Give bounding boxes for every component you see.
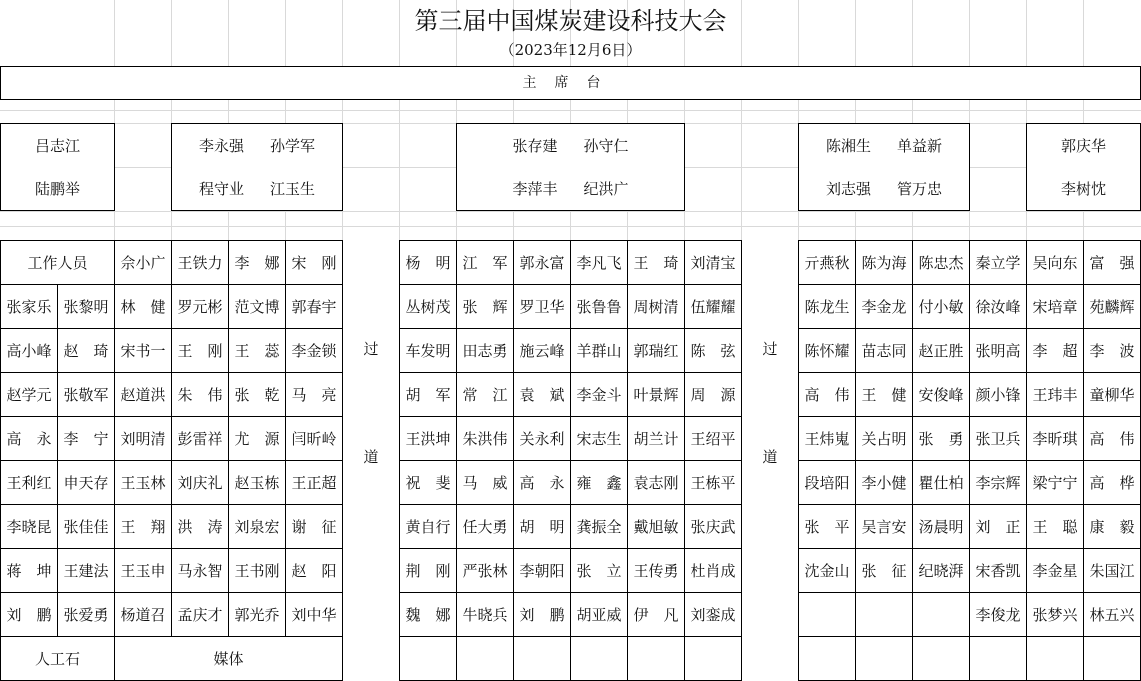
seat-cell: 伍耀耀 xyxy=(685,285,742,329)
seat-cell xyxy=(514,637,571,681)
seat-cell: 孟庆才 xyxy=(172,593,229,637)
seating-block-right xyxy=(798,240,1141,681)
seat-cell: 吴言安 xyxy=(856,505,913,549)
seat-cell: 洪 涛 xyxy=(172,505,229,549)
seat-cell: 周 源 xyxy=(685,373,742,417)
seat-cell: 田志勇 xyxy=(457,329,514,373)
seat-cell: 胡 明 xyxy=(514,505,571,549)
seat-cell: 高 永 xyxy=(514,461,571,505)
podium-name: 管万忠 xyxy=(897,180,943,198)
seat-cell: 尤 源 xyxy=(229,417,286,461)
seat-cell: 高 伟 xyxy=(799,373,856,417)
seat-cell: 佘小广 xyxy=(115,241,172,285)
seat-cell: 颜小锋 xyxy=(970,373,1027,417)
seat-cell: 王铁力 xyxy=(172,241,229,285)
seat-cell: 祝 斐 xyxy=(400,461,457,505)
seat-cell: 马 威 xyxy=(457,461,514,505)
seat-row xyxy=(799,285,1141,329)
aisle-label-bottom: 道 xyxy=(363,448,379,466)
seat-cell: 宋志生 xyxy=(571,417,628,461)
seat-cell xyxy=(970,637,1027,681)
seat-cell: 罗卫华 xyxy=(514,285,571,329)
seat-cell: 刘中华 xyxy=(286,593,343,637)
seat-cell: 马永智 xyxy=(172,549,229,593)
seat-cell: 高小峰 xyxy=(1,329,58,373)
stage-banner: 主席台 xyxy=(0,66,1141,100)
seat-cell: 王玉申 xyxy=(115,549,172,593)
seat-row xyxy=(1,241,343,285)
seat-cell: 付小敏 xyxy=(913,285,970,329)
seat-cell: 李金龙 xyxy=(856,285,913,329)
seat-row xyxy=(799,505,1141,549)
seat-cell: 赵 琦 xyxy=(58,329,115,373)
seat-cell: 刘泉宏 xyxy=(229,505,286,549)
seat-cell: 丛树茂 xyxy=(400,285,457,329)
seat-cell: 严张林 xyxy=(457,549,514,593)
podium-name: 吕志江 xyxy=(34,137,80,155)
seat-cell: 李 超 xyxy=(1027,329,1084,373)
seat-cell: 李金斗 xyxy=(571,373,628,417)
seat-cell: 张庆武 xyxy=(685,505,742,549)
podium-name: 李永强 xyxy=(198,137,244,155)
seat-cell: 胡 军 xyxy=(400,373,457,417)
seat-cell xyxy=(913,593,970,637)
seat-cell: 任大勇 xyxy=(457,505,514,549)
seat-cell: 王利红 xyxy=(1,461,58,505)
seat-cell: 高 伟 xyxy=(1084,417,1141,461)
podium-name: 李萍丰 xyxy=(512,180,558,198)
seat-cell: 李俊龙 xyxy=(970,593,1027,637)
seat-row xyxy=(400,505,742,549)
seat-cell: 张 乾 xyxy=(229,373,286,417)
podium-box-1 xyxy=(0,123,115,211)
seat-cell: 杨 明 xyxy=(400,241,457,285)
seat-cell xyxy=(913,637,970,681)
seat-cell: 林 健 xyxy=(115,285,172,329)
seating-block-middle xyxy=(399,240,742,681)
seat-cell: 王 刚 xyxy=(172,329,229,373)
seat-cell: 车发明 xyxy=(400,329,457,373)
seat-cell: 徐汝峰 xyxy=(970,285,1027,329)
seat-cell: 王 琦 xyxy=(628,241,685,285)
seat-cell: 陈龙生 xyxy=(799,285,856,329)
seat-cell: 龚振全 xyxy=(571,505,628,549)
page-title: 第三届中国煤炭建设科技大会 xyxy=(414,7,727,35)
seat-cell: 戴旭敏 xyxy=(628,505,685,549)
seat-cell: 关占明 xyxy=(856,417,913,461)
seat-cell: 刘 鹏 xyxy=(514,593,571,637)
seat-cell: 王正超 xyxy=(286,461,343,505)
seat-cell: 荆 刚 xyxy=(400,549,457,593)
seat-cell: 段培阳 xyxy=(799,461,856,505)
seat-cell: 申天存 xyxy=(58,461,115,505)
seat-cell: 张敬军 xyxy=(58,373,115,417)
podium-box-4 xyxy=(798,123,970,211)
seat-cell: 宋培章 xyxy=(1027,285,1084,329)
seat-cell xyxy=(799,593,856,637)
seat-cell: 童柳华 xyxy=(1084,373,1141,417)
seat-cell: 王 健 xyxy=(856,373,913,417)
seat-row xyxy=(799,373,1141,417)
podium-name: 刘志强 xyxy=(825,180,871,198)
seat-row xyxy=(799,417,1141,461)
seat-cell: 马 亮 xyxy=(286,373,343,417)
seat-cell: 张鲁鲁 xyxy=(571,285,628,329)
seat-cell: 张佳佳 xyxy=(58,505,115,549)
seat-row xyxy=(1,329,343,373)
seat-cell: 赵 阳 xyxy=(286,549,343,593)
seat-cell: 朱国江 xyxy=(1084,549,1141,593)
seat-cell: 宋香凯 xyxy=(970,549,1027,593)
seat-cell: 富 强 xyxy=(1084,241,1141,285)
podium-name: 江玉生 xyxy=(270,180,316,198)
seat-cell: 陈忠杰 xyxy=(913,241,970,285)
seat-row xyxy=(400,593,742,637)
seat-cell: 张家乐 xyxy=(1,285,58,329)
seat-cell: 黄自行 xyxy=(400,505,457,549)
seat-cell: 赵道洪 xyxy=(115,373,172,417)
seat-cell: 秦立学 xyxy=(970,241,1027,285)
seat-cell: 张 平 xyxy=(799,505,856,549)
seat-cell: 张黎明 xyxy=(58,285,115,329)
seat-cell: 羊群山 xyxy=(571,329,628,373)
seat-cell: 李凡飞 xyxy=(571,241,628,285)
seat-cell: 纪晓湃 xyxy=(913,549,970,593)
podium-name: 孙守仁 xyxy=(583,137,629,155)
podium-name: 李树忱 xyxy=(1060,180,1106,198)
seat-cell xyxy=(1084,637,1141,681)
podium-name: 孙学军 xyxy=(270,137,316,155)
seat-cell: 张明高 xyxy=(970,329,1027,373)
seat-cell xyxy=(628,637,685,681)
seat-cell: 亓燕秋 xyxy=(799,241,856,285)
seat-cell: 周树清 xyxy=(628,285,685,329)
seat-cell: 赵学元 xyxy=(1,373,58,417)
seat-cell: 范文博 xyxy=(229,285,286,329)
seat-cell: 袁 斌 xyxy=(514,373,571,417)
seat-cell: 李 波 xyxy=(1084,329,1141,373)
seat-cell: 胡亚威 xyxy=(571,593,628,637)
seat-cell: 朱洪伟 xyxy=(457,417,514,461)
seat-cell: 汤晨明 xyxy=(913,505,970,549)
seat-cell: 胡兰计 xyxy=(628,417,685,461)
seat-cell: 李 宁 xyxy=(58,417,115,461)
seat-cell: 苗志同 xyxy=(856,329,913,373)
seat-cell: 张爱勇 xyxy=(58,593,115,637)
seat-row xyxy=(400,549,742,593)
seat-row xyxy=(400,461,742,505)
seat-cell: 彭雷祥 xyxy=(172,417,229,461)
seat-cell xyxy=(571,637,628,681)
seat-cell: 陈怀耀 xyxy=(799,329,856,373)
seat-cell: 李朝阳 xyxy=(514,549,571,593)
seat-row xyxy=(1,637,343,681)
seat-cell: 张卫兵 xyxy=(970,417,1027,461)
seat-cell: 郭光乔 xyxy=(229,593,286,637)
seat-cell: 施云峰 xyxy=(514,329,571,373)
seating-block-left xyxy=(0,240,343,681)
seat-row xyxy=(400,329,742,373)
seat-row xyxy=(799,461,1141,505)
seat-cell: 张 辉 xyxy=(457,285,514,329)
seat-cell: 工作人员 xyxy=(1,241,115,285)
seat-row xyxy=(1,549,343,593)
seat-cell: 沈金山 xyxy=(799,549,856,593)
seat-cell: 牛晓兵 xyxy=(457,593,514,637)
seat-cell: 杨道召 xyxy=(115,593,172,637)
seat-cell: 赵正胜 xyxy=(913,329,970,373)
seat-cell: 安俊峰 xyxy=(913,373,970,417)
seat-cell: 媒体 xyxy=(115,637,343,681)
seat-row xyxy=(1,285,343,329)
seat-cell: 刘 正 xyxy=(970,505,1027,549)
seat-row xyxy=(400,373,742,417)
podium-name: 陆鹏举 xyxy=(34,180,80,198)
seat-cell: 罗元彬 xyxy=(172,285,229,329)
seat-cell: 宋书一 xyxy=(115,329,172,373)
seat-cell: 陈 弦 xyxy=(685,329,742,373)
seat-cell: 赵玉栋 xyxy=(229,461,286,505)
seat-cell: 李 娜 xyxy=(229,241,286,285)
seat-cell: 郭春宇 xyxy=(286,285,343,329)
seat-cell: 刘清宝 xyxy=(685,241,742,285)
seat-cell: 李晓昆 xyxy=(1,505,58,549)
seat-cell: 张 勇 xyxy=(913,417,970,461)
seat-cell: 康 毅 xyxy=(1084,505,1141,549)
seat-row xyxy=(799,241,1141,285)
seat-cell: 郭瑞红 xyxy=(628,329,685,373)
seat-cell: 郭永富 xyxy=(514,241,571,285)
seat-cell: 王书刚 xyxy=(229,549,286,593)
seat-cell: 瞿仕柏 xyxy=(913,461,970,505)
seat-row xyxy=(799,637,1141,681)
podium-name: 程守业 xyxy=(198,180,244,198)
seat-cell: 江 军 xyxy=(457,241,514,285)
seat-cell: 张 立 xyxy=(571,549,628,593)
seat-cell: 吴向东 xyxy=(1027,241,1084,285)
seat-cell: 宋 刚 xyxy=(286,241,343,285)
seat-row xyxy=(400,417,742,461)
seat-cell: 袁志刚 xyxy=(628,461,685,505)
seat-cell: 王建法 xyxy=(58,549,115,593)
seat-row xyxy=(799,593,1141,637)
seat-cell: 王 聪 xyxy=(1027,505,1084,549)
seat-cell: 高 永 xyxy=(1,417,58,461)
seat-cell: 关永利 xyxy=(514,417,571,461)
seat-cell: 王 蕊 xyxy=(229,329,286,373)
seat-cell xyxy=(457,637,514,681)
aisle-label-top: 过 xyxy=(762,340,778,358)
seat-cell xyxy=(856,593,913,637)
seat-cell: 王玉林 xyxy=(115,461,172,505)
seat-cell: 梁宁宁 xyxy=(1027,461,1084,505)
seat-cell: 魏 娜 xyxy=(400,593,457,637)
seat-row xyxy=(1,593,343,637)
podium-box-2 xyxy=(171,123,343,211)
seat-cell: 李小健 xyxy=(856,461,913,505)
seat-cell: 蒋 坤 xyxy=(1,549,58,593)
seat-cell: 王栋平 xyxy=(685,461,742,505)
podium-name: 郭庆华 xyxy=(1060,137,1106,155)
seat-cell xyxy=(799,637,856,681)
seat-cell: 王玮丰 xyxy=(1027,373,1084,417)
podium-name: 纪洪广 xyxy=(583,180,629,198)
seat-cell: 李金锁 xyxy=(286,329,343,373)
seat-cell: 苑麟辉 xyxy=(1084,285,1141,329)
seat-cell: 李昕琪 xyxy=(1027,417,1084,461)
podium-name: 陈湘生 xyxy=(825,137,871,155)
seat-row xyxy=(400,241,742,285)
seat-cell: 高 桦 xyxy=(1084,461,1141,505)
seat-row xyxy=(400,285,742,329)
podium-box-3 xyxy=(456,123,685,211)
seat-cell: 刘 鹏 xyxy=(1,593,58,637)
seat-cell: 王绍平 xyxy=(685,417,742,461)
seat-row xyxy=(799,329,1141,373)
seat-cell: 张梦兴 xyxy=(1027,593,1084,637)
seat-cell: 朱 伟 xyxy=(172,373,229,417)
podium-name: 张存建 xyxy=(512,137,558,155)
seat-row xyxy=(1,417,343,461)
seat-cell: 李金星 xyxy=(1027,549,1084,593)
seat-cell: 常 江 xyxy=(457,373,514,417)
seat-cell: 刘庆礼 xyxy=(172,461,229,505)
seat-cell: 王洪坤 xyxy=(400,417,457,461)
aisle-label-top: 过 xyxy=(363,340,379,358)
page-date: （2023年12月6日） xyxy=(499,41,642,59)
seat-cell: 雍 鑫 xyxy=(571,461,628,505)
aisle-label-bottom: 道 xyxy=(762,448,778,466)
seat-cell: 刘明清 xyxy=(115,417,172,461)
seat-cell xyxy=(1027,637,1084,681)
seat-row xyxy=(1,461,343,505)
podium-name: 单益新 xyxy=(897,137,943,155)
seat-cell: 林五兴 xyxy=(1084,593,1141,637)
seat-cell: 闫昕岭 xyxy=(286,417,343,461)
seat-cell: 叶景辉 xyxy=(628,373,685,417)
seat-cell: 王炜嵬 xyxy=(799,417,856,461)
podium-box-5 xyxy=(1026,123,1141,211)
seat-cell: 李宗辉 xyxy=(970,461,1027,505)
seat-cell: 谢 征 xyxy=(286,505,343,549)
seat-cell xyxy=(856,637,913,681)
seat-cell: 人工石 xyxy=(1,637,115,681)
seat-cell: 杜肖成 xyxy=(685,549,742,593)
seat-row xyxy=(799,549,1141,593)
seat-cell: 王 翔 xyxy=(115,505,172,549)
seat-row xyxy=(1,373,343,417)
seat-cell: 陈为海 xyxy=(856,241,913,285)
seat-cell: 伊 凡 xyxy=(628,593,685,637)
seat-cell xyxy=(400,637,457,681)
seat-row xyxy=(1,505,343,549)
seat-cell xyxy=(685,637,742,681)
seat-row xyxy=(400,637,742,681)
seat-cell: 王传勇 xyxy=(628,549,685,593)
seat-cell: 刘銮成 xyxy=(685,593,742,637)
seat-cell: 张 征 xyxy=(856,549,913,593)
